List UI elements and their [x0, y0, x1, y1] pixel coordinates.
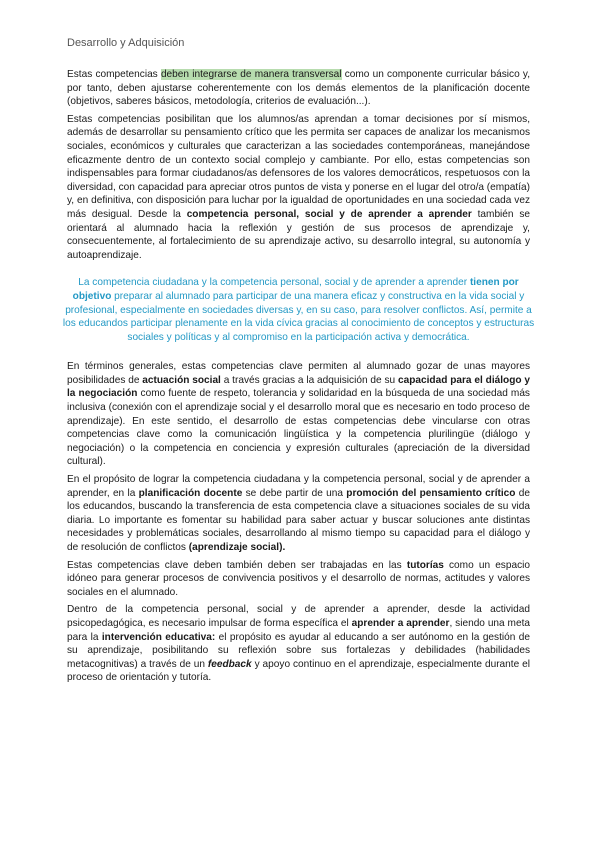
paragraph-purpose	[67, 473, 530, 555]
text-run: como fuente de respeto, tolerancia y solidaridad en la búsqueda de una sociedad más inclusiva (conexión con el aprendizaje social y el desarrollo moral que es necesario en todo proceso de aprendizaje). En este sentido, el desarrollo de estas competencias debe vincularse con otras competencias clave como la comunicación lingüística y la competencia plurilingüe (diálogo y negociación) o la competencia en conciencia y expresión culturales (apreciación de la diversidad cultural).	[67, 388, 530, 468]
text-run: En el propósito de lograr la competencia ciudadana y la competencia personal, social y de aprender a aprender, en la	[67, 474, 530, 499]
bold-text: tienen por objetivo	[72, 277, 519, 302]
text-run: Estas competencias clave deben también deben ser trabajadas en las	[67, 559, 407, 571]
paragraph-aprender	[67, 603, 530, 685]
bold-text: promoción del pensamiento crítico	[346, 487, 516, 499]
document-body	[62, 68, 535, 689]
text-run: Dentro de la competencia personal, social y de aprender a aprender, desde la actividad psicopedagógica, es necesario impulsar de forma específica el	[67, 604, 530, 629]
text-run: Estas competencias	[67, 69, 161, 80]
text-run: como un espacio idóneo para generar procesos de convivencia positivos y el desarrollo de normas, actitudes y valores sociales en el alumnado.	[67, 559, 530, 598]
bold-text: aprender a aprender	[351, 617, 450, 629]
bold-text: tutorías	[406, 559, 444, 571]
paragraph-transversal	[67, 68, 530, 109]
text-run: a través gracias a la adquisición de su	[220, 374, 398, 386]
text-run: En términos generales, estas competencias clave permiten al alumnado gozar de unas mayores posibilidades de	[67, 361, 530, 386]
text-run: se debe partir de una	[242, 487, 347, 499]
highlighted-text: deben integrarse de manera transversal	[160, 69, 342, 80]
text-run: el propósito es ayudar al educando a ser autónomo en la gestión de su aprendizaje, posibilitando su reflexión sobre sus fortalezas y debilidades (habilidades metacognitivas) a través de un	[67, 631, 531, 670]
paragraph-tutorias	[67, 559, 530, 600]
text-run: Estas competencias posibilitan que los alumnos/as aprendan a tomar decisiones por sí mismos, además de desarrollar su pensamiento crítico que les permita ser capaces de analizar los mecanismos sociales, económicos y culturales que caracterizan a las sociedades contemporáneas, manejándose eficazmente dentro de un contexto social complejo y cambiante. Por ello, estas competencias son indispensables para formar ciudadanos/as defensores de los valores democráticos, respetuosos con la diversidad, con capacidad para apreciar otros puntos de vista y ponerse en el lugar del otro/a (empatía) y, en definitiva, con disposición para luchar por la igualdad de oportunidades en una sociedad cada vez más desigual. Desde la	[67, 113, 530, 220]
text-run: y apoyo continuo en el aprendizaje, especialmente durante el proceso de orientación y tutoría.	[67, 658, 530, 684]
text-run: La competencia ciudadana y la competencia personal, social y de aprender a aprender	[78, 277, 470, 289]
italic-bold-text: feedback	[207, 658, 252, 670]
paragraph-general-terms	[67, 360, 530, 469]
page-header-title: Desarrollo y Adquisición	[67, 37, 185, 49]
text-run: preparar al alumnado para participar de una manera eficaz y constructiva en la vida social y profesional, especialmente en sociedades diversas y, en su caso, para resolver conflictos. Así, permite a los educandos participar plenamente en la vida cívica gracias al conocimiento de conceptos y estructuras sociales y políticas y al compromiso en la participación activa y democrática.	[62, 290, 535, 343]
bold-text: intervención educativa:	[101, 631, 216, 643]
bold-text: planificación docente	[138, 487, 243, 499]
text-run: como un componente curricular básico y, por tanto, deben ajustarse coherentemente con los demás elementos de la planificación docente (objetivos, saberes básicos, metodología, criterios de evaluación...).	[67, 69, 530, 108]
bold-text: (aprendizaje social).	[188, 542, 286, 553]
text-run: también se orientará al alumnado hacia la reflexión y gestión de sus procesos de aprendizaje y, consecuentemente, al fortalecimiento de su aprendizaje activo, su desarrollo integral, su autonomía y autoaprendizaje.	[67, 208, 530, 261]
text-run: de los educandos, buscando la transferencia de esta competencia clave a situaciones sociales de su vida diaria. Lo importante es fomentar su habilidad para saber actuar y buscar soluciones ante distintas necesidades y problemáticas sociales, desarrollando al mismo tiempo su capacidad para el diálogo y de resolución de conflictos	[67, 487, 530, 553]
bold-text: competencia personal, social y de aprender a aprender	[186, 208, 472, 220]
bold-text: actuación social	[142, 374, 221, 386]
callout-objective	[61, 276, 536, 344]
bold-text: capacidad para el diálogo y la negociación	[67, 374, 530, 400]
paragraph-decisions	[67, 113, 530, 263]
text-run: , siendo una meta para la	[67, 617, 530, 643]
